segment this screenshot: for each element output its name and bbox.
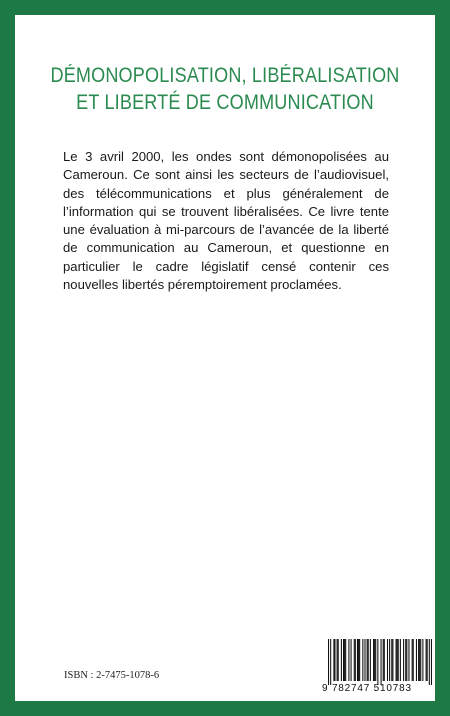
barcode-bar bbox=[384, 639, 385, 681]
barcode-bar bbox=[377, 639, 378, 685]
barcode-bar bbox=[364, 639, 365, 681]
barcode-bar bbox=[348, 639, 349, 681]
title-line-1: DÉMONOPOLISATION, LIBÉRALISATION bbox=[50, 64, 400, 87]
barcode-bar bbox=[416, 639, 417, 681]
back-cover-page bbox=[15, 15, 435, 701]
barcode-bar bbox=[396, 639, 397, 681]
barcode-bar bbox=[343, 639, 344, 681]
barcode-bar bbox=[389, 639, 390, 681]
barcode-bar bbox=[422, 639, 423, 681]
barcode-bar bbox=[403, 639, 404, 681]
title-line-2: ET LIBERTÉ DE COMMUNICATION bbox=[76, 91, 374, 114]
barcode-bar bbox=[397, 639, 398, 681]
barcode-bar bbox=[370, 639, 371, 681]
barcode-bar bbox=[383, 639, 384, 681]
barcode-bar bbox=[345, 639, 346, 681]
barcode-bars bbox=[328, 639, 432, 685]
barcode-bar bbox=[330, 639, 331, 685]
barcode-bar bbox=[362, 639, 363, 681]
barcode-bar bbox=[412, 639, 413, 681]
book-title bbox=[44, 62, 405, 116]
barcode-bar bbox=[431, 639, 432, 685]
barcode-bar bbox=[406, 639, 407, 681]
barcode-bar bbox=[359, 639, 360, 681]
barcode-bar bbox=[358, 639, 359, 681]
barcode-bar bbox=[381, 639, 382, 685]
barcode-digits: 9 782747 510783 bbox=[322, 683, 412, 694]
barcode-bar bbox=[413, 639, 414, 681]
back-cover-blurb: Le 3 avril 2000, les ondes sont démonopolisées au Cameroun. Ce sont ainsi les secteurs de l’audiovisuel, des télécommunications et plus généralement de l’information qui se trouvent libéralisées. Ce livre tente une évaluation à mi-parcours de l’avancée de la liberté de communication au Cameroun, et questionne en particulier le cadre législatif censé contenir ces nouvelles libertés péremptoirement proclamées. bbox=[63, 149, 389, 293]
barcode-bar bbox=[429, 639, 430, 685]
barcode-bar bbox=[333, 639, 334, 681]
barcode-bar bbox=[375, 639, 376, 681]
barcode-bar bbox=[387, 639, 388, 681]
barcode-bar bbox=[338, 639, 339, 681]
barcode-bar bbox=[418, 639, 419, 681]
barcode-bar bbox=[427, 639, 428, 681]
barcode-bar bbox=[408, 639, 409, 681]
barcode-bar bbox=[374, 639, 375, 681]
barcode-bar bbox=[405, 639, 406, 681]
barcode-bar bbox=[354, 639, 355, 681]
barcode bbox=[322, 639, 432, 699]
barcode-bar bbox=[400, 639, 401, 681]
barcode-bar bbox=[373, 639, 374, 681]
barcode-bar bbox=[392, 639, 393, 681]
barcode-bar bbox=[357, 639, 358, 681]
barcode-bar bbox=[337, 639, 338, 681]
barcode-bar bbox=[368, 639, 369, 681]
barcode-bar bbox=[367, 639, 368, 681]
barcode-bar bbox=[328, 639, 329, 685]
barcode-bar bbox=[344, 639, 345, 681]
barcode-bar bbox=[351, 639, 352, 681]
barcode-bar bbox=[341, 639, 342, 681]
barcode-bar bbox=[391, 639, 392, 681]
barcode-bar bbox=[355, 639, 356, 681]
barcode-bar bbox=[426, 639, 427, 681]
barcode-bar bbox=[420, 639, 421, 681]
barcode-bar bbox=[398, 639, 399, 681]
barcode-bar bbox=[419, 639, 420, 681]
barcode-bar bbox=[334, 639, 335, 681]
isbn-label: ISBN : 2-7475-1078-6 bbox=[64, 670, 160, 681]
